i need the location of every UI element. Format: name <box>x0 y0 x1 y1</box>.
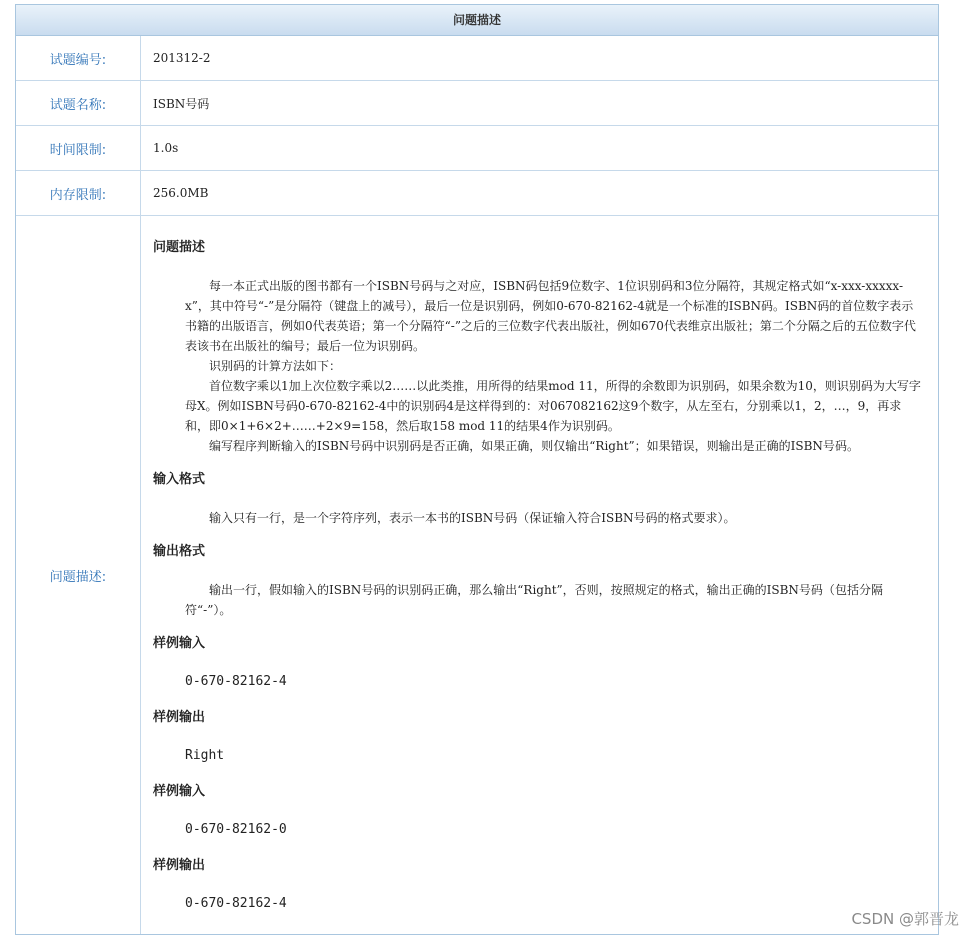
row-problem-id <box>16 36 938 81</box>
watermark: CSDN @郭晋龙 <box>851 910 959 928</box>
value-time-limit: 1.0s <box>153 141 179 155</box>
value-problem-id: 201312-2 <box>153 51 211 65</box>
row-description <box>16 216 938 934</box>
label-time-limit: 时间限制: <box>16 126 141 170</box>
section-title-sample-input-2: 样例输入 <box>153 784 206 799</box>
problem-table <box>15 4 939 935</box>
row-problem-name <box>16 81 938 126</box>
sample-output-2: 0-670-82162-4 <box>185 896 287 911</box>
section-title-sample-output-1: 样例输出 <box>153 710 206 725</box>
output-format-text: 输出一行，假如输入的ISBN号码的识别码正确，那么输出“Right”，否则，按照规定的格式，输出正确的ISBN号码（包括分隔符“-”）。 <box>185 583 883 617</box>
problem-paragraph-1: 每一本正式出版的图书都有一个ISBN号码与之对应，ISBN码包括9位数字、1位识别码和3位分隔符，其规定格式如“x-xxx-xxxxx-x”，其中符号“-”是分隔符（键盘上的减号），最后一位是识别码，例如0-670-82162-4就是一个标准的ISBN码。ISBN码的首位数字表示书籍的出版语言，例如0代表英语；第一个分隔符“-”之后的三位数字代表出版社，例如670代表维京出版社；第二个分隔之后的五位数字代表该书在出版社的编号；最后一位为识别码。 <box>185 279 916 353</box>
section-title-problem: 问题描述 <box>153 240 206 255</box>
row-memory-limit <box>16 171 938 216</box>
label-problem-name: 试题名称: <box>16 81 141 125</box>
input-format-text: 输入只有一行，是一个字符序列，表示一本书的ISBN号码（保证输入符合ISBN号码的格式要求）。 <box>209 511 736 525</box>
value-problem-name: ISBN号码 <box>153 96 210 111</box>
section-title-input: 输入格式 <box>153 472 206 487</box>
table-header: 问题描述 <box>16 5 938 36</box>
row-time-limit <box>16 126 938 171</box>
problem-paragraph-3: 首位数字乘以1加上次位数字乘以2……以此类推，用所得的结果mod 11，所得的余数即为识别码，如果余数为10，则识别码为大写字母X。例如ISBN号码0-670-82162-4中的识别码4是这样得到的：对067082162这9个数字，从左至右，分别乘以1，2，…，9，再求和，即0×1+6×2+……+2×9=158，然后取158 mod 11的结果4作为识别码。 <box>185 379 921 433</box>
label-description: 问题描述: <box>16 216 141 934</box>
value-memory-limit: 256.0MB <box>153 186 209 200</box>
section-title-sample-output-2: 样例输出 <box>153 858 206 873</box>
description-content <box>141 216 938 934</box>
sample-output-1: Right <box>185 748 225 763</box>
label-memory-limit: 内存限制: <box>16 171 141 215</box>
problem-paragraph-2: 识别码的计算方法如下： <box>209 359 342 373</box>
sample-input-2: 0-670-82162-0 <box>185 822 287 837</box>
section-title-sample-input-1: 样例输入 <box>153 636 206 651</box>
problem-paragraphs <box>153 276 922 456</box>
label-problem-id: 试题编号: <box>16 36 141 80</box>
problem-paragraph-4: 编写程序判断输入的ISBN号码中识别码是否正确，如果正确，则仅输出“Right”；如果错误，则输出是正确的ISBN号码。 <box>209 439 859 453</box>
section-title-output: 输出格式 <box>153 544 206 559</box>
sample-input-1: 0-670-82162-4 <box>185 674 287 689</box>
